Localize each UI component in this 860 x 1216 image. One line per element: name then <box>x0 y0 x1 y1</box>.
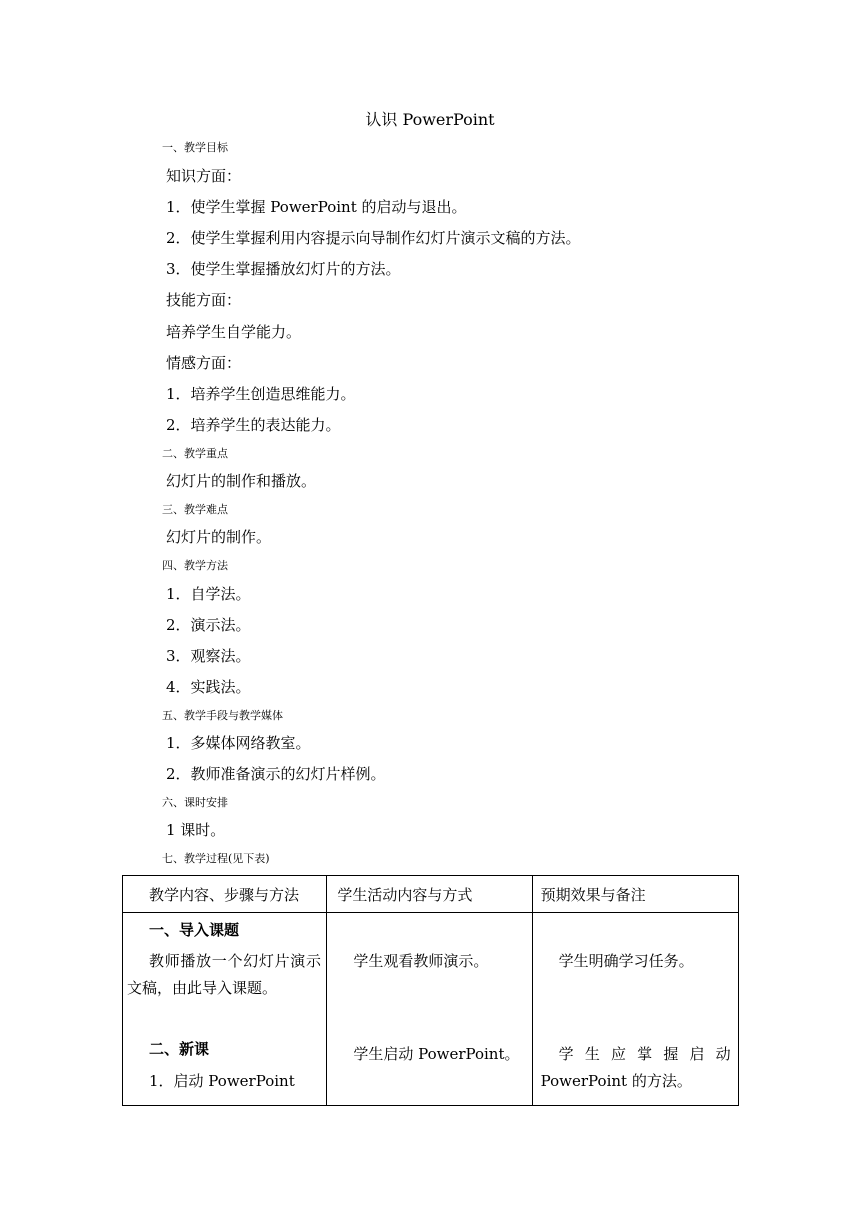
section-line: 1 课时。 <box>166 821 226 839</box>
table-cell-text: 学生应掌握启动 PowerPoint 的方法。 <box>540 1045 731 1090</box>
section-line: 幻灯片的制作。 <box>166 528 272 546</box>
table-header-cell: 学生活动内容与方式 <box>327 876 532 913</box>
section-heading-difficulties: 三、教学难点 <box>162 503 228 516</box>
section-line: 2．教师准备演示的幻灯片样例。 <box>166 765 386 783</box>
table-cell-text: 学生观看教师演示。 <box>353 952 489 970</box>
section-heading-schedule: 六、课时安排 <box>162 796 228 809</box>
table-header-cell: 预期效果与备注 <box>532 876 738 913</box>
table-cell-item: 1．启动 PowerPoint <box>149 1072 295 1090</box>
table-header-cell: 教学内容、步骤与方法 <box>123 876 327 913</box>
section-line: 知识方面： <box>166 167 242 185</box>
table-cell-notes <box>532 913 738 1106</box>
section-line: 1．多媒体网络教室。 <box>166 734 311 752</box>
table-cell-text: 学生明确学习任务。 <box>558 952 694 970</box>
table-cell-content <box>123 913 327 1106</box>
section-line: 1．使学生掌握 PowerPoint 的启动与退出。 <box>166 198 467 216</box>
section-heading-methods: 四、教学方法 <box>162 559 228 572</box>
section-heading-process: 七、教学过程(见下表) <box>162 852 270 865</box>
document-title: 认识 PowerPoint <box>365 110 495 129</box>
section-line: 3．观察法。 <box>166 647 251 665</box>
section-heading-key-points: 二、教学重点 <box>162 447 228 460</box>
section-line: 1．培养学生创造思维能力。 <box>166 385 356 403</box>
section-line: 2．培养学生的表达能力。 <box>166 416 341 434</box>
section-line: 4．实践法。 <box>166 678 251 696</box>
process-table <box>122 875 739 1106</box>
section-line: 情感方面： <box>166 354 242 372</box>
table-cell-heading: 二、新课 <box>149 1040 210 1058</box>
section-line: 1．自学法。 <box>166 585 251 603</box>
section-line: 培养学生自学能力。 <box>166 323 302 341</box>
table-header-row <box>123 876 739 913</box>
section-heading-objectives: 一、教学目标 <box>162 141 228 154</box>
table-cell-activity <box>327 913 532 1106</box>
table-cell-heading: 一、导入课题 <box>149 921 240 939</box>
section-heading-media: 五、教学手段与教学媒体 <box>162 709 283 722</box>
section-line: 3．使学生掌握播放幻灯片的方法。 <box>166 260 401 278</box>
section-line: 2．演示法。 <box>166 616 251 634</box>
section-line: 2．使学生掌握利用内容提示向导制作幻灯片演示文稿的方法。 <box>166 229 581 247</box>
table-cell-paragraph: 教师播放一个幻灯片演示文稿，由此导入课题。 <box>127 952 321 997</box>
table-cell-text: 学生启动 PowerPoint。 <box>353 1045 520 1063</box>
section-line: 幻灯片的制作和播放。 <box>166 472 317 490</box>
table-row <box>123 913 739 1106</box>
section-line: 技能方面： <box>166 291 242 309</box>
